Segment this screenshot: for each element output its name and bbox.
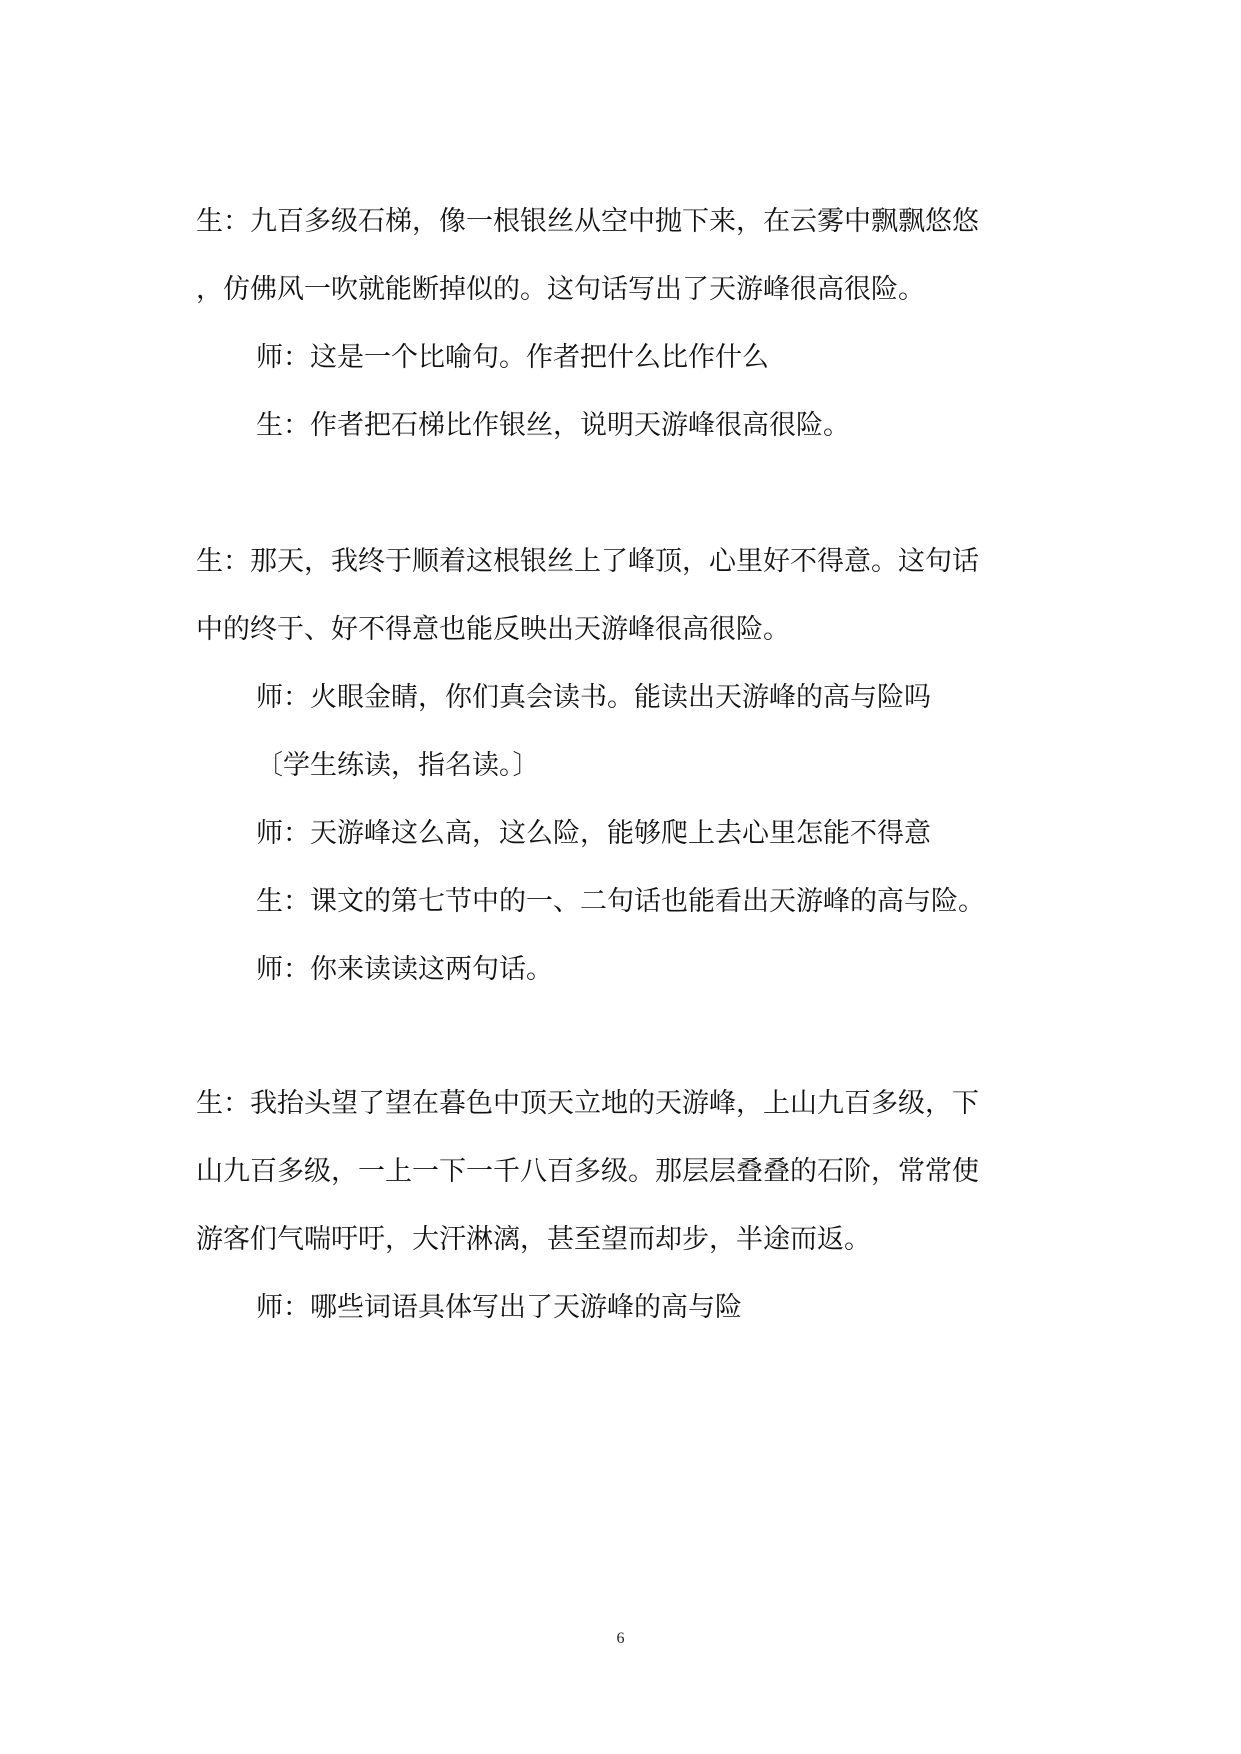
teacher-line: 师：你来读读这两句话。 xyxy=(256,954,553,985)
teacher-line: 师：哪些词语具体写出了天游峰的高与险 xyxy=(256,1292,742,1323)
paragraph-line: 山九百多级，一上一下一千八百多级。那层层叠叠的石阶，常常使 xyxy=(196,1156,979,1187)
teacher-line: 师：天游峰这么高，这么险，能够爬上去心里怎能不得意 xyxy=(256,818,931,849)
student-line: 生：作者把石梯比作银丝，说明天游峰很高很险。 xyxy=(256,410,850,441)
student-line: 生：课文的第七节中的一、二句话也能看出天游峰的高与险。 xyxy=(256,886,985,917)
paragraph-line: 生：九百多级石梯，像一根银丝从空中抛下来，在云雾中飘飘悠悠 xyxy=(196,206,979,237)
teacher-line: 师：这是一个比喻句。作者把什么比作什么 xyxy=(256,342,769,373)
paragraph-line: 生：我抬头望了望在暮色中顶天立地的天游峰，上山九百多级，下 xyxy=(196,1088,979,1119)
paragraph-line: 生：那天，我终于顺着这根银丝上了峰顶，心里好不得意。这句话 xyxy=(196,546,979,577)
page-number: 6 xyxy=(616,1630,625,1647)
teacher-line: 师：火眼金睛，你们真会读书。能读出天游峰的高与险吗 xyxy=(256,682,931,713)
stage-direction-line: 〔学生练读，指名读。〕 xyxy=(256,750,540,781)
paragraph-line: ，仿佛风一吹就能断掉似的。这句话写出了天游峰很高很险。 xyxy=(196,274,925,305)
paragraph-line: 中的终于、好不得意也能反映出天游峰很高很险。 xyxy=(196,614,790,645)
paragraph-line: 游客们气喘吁吁，大汗淋漓，甚至望而却步，半途而返。 xyxy=(196,1224,871,1255)
